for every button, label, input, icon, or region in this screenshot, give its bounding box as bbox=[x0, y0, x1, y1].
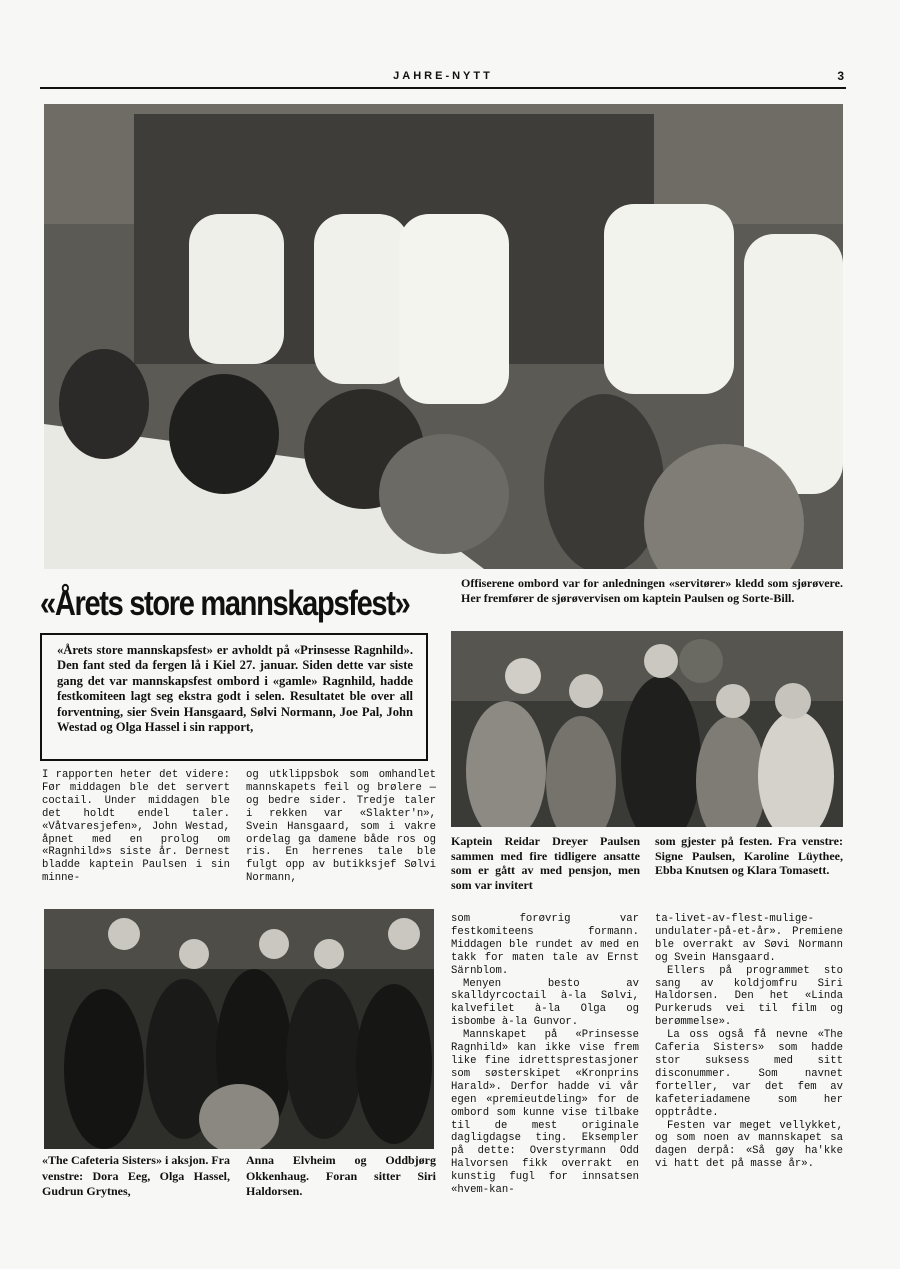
paragraph: som forøvrig var festkomiteens formann. Middagen ble rundet av med en takk for maten tale av Ernst Särnblom. bbox=[451, 913, 639, 977]
photo-right-caption-right: som gjester på festen. Fra venstre: Signe Paulsen, Karoline Lüythee, Ebba Knutsen og Klara Tomasett. bbox=[655, 834, 843, 878]
paragraph: Menyen besto av skalldyrcoctail à-la Sølvi, kalvefilet à-la Olga og isbombe à-la Gunvor. bbox=[451, 977, 639, 1029]
paragraph: I rapporten heter det videre: Før middagen ble det servert coctail. Under middagen ble det holdt endel taler. «Våtvaresjefen», John Westad, åpnet med en prolog om «Ragnhild»s siste år. Dernest bladde kaptein Paulsen i sin minne- bbox=[42, 769, 230, 885]
masthead-rule bbox=[40, 87, 846, 89]
photo-top-caption: Offiserene ombord var for anledningen «servitører» kledd som sjørøvere. Her fremfører de sjørøvervisen om kaptein Paulsen og Sorte-Bill. bbox=[461, 576, 843, 605]
paragraph: Mannskapet på «Prinsesse Ragnhild» kan ikke vise frem like fine idrettsprestasjoner som søsterskipet «Kronprins Harald». Derfor hadde vi vår egen «premieutdeling» for de ombord som kunne vise tilbake til de mest originale dagligdagse ting. Eksempler på dette: Overstyrmann Odd Halvorsen fikk overrakt en kunstig fugl for innsatsen «hvem-kan- bbox=[451, 1029, 639, 1197]
page-number: 3 bbox=[837, 69, 844, 83]
paragraph: og utklippsbok som omhandlet mannskapets feil og brølere — og bedre sider. Tredje taler i rekken var «Slakter'n», Svein Hansgaard, som i vakre ordelag ga damene både ros og ris. En herrenes tale ble fulgt opp av butikksjef Sølvi Normann, bbox=[246, 769, 436, 885]
headline: «Årets store mannskapsfest» bbox=[40, 584, 410, 623]
body-column-3 bbox=[451, 913, 639, 1197]
paragraph: Ellers på programmet sto sang av koldjomfru Siri Haldorsen. Den het «Linda Purkeruds vei til film og berømmelse». bbox=[655, 964, 843, 1029]
paragraph: ta-livet-av-flest-mulige-undulater-på-et-år». Premiene ble overrakt av Søvi Normann og Svein Hansgaard. bbox=[655, 913, 843, 964]
photo-captain-retirees bbox=[451, 631, 843, 827]
body-column-4 bbox=[655, 913, 843, 1171]
masthead bbox=[40, 70, 846, 84]
body-column-2 bbox=[246, 769, 436, 885]
photo-cafeteria-sisters bbox=[44, 909, 434, 1149]
lead-text: «Årets store mannskapsfest» er avholdt på «Prinsesse Ragnhild». Den fant sted da fergen lå i Kiel 27. januar. Siden dette var siste gang det var mannskapsfest ombord i «gamle» Ragnhild, hadde festkomiteen lagt seg ekstra godt i selen. Resultatet ble over all forventning, sier Svein Hansgaard, Sølvi Normann, Joe Pal, John Westad og Olga Hassel i sin rapport, bbox=[57, 643, 413, 735]
lead-box bbox=[40, 633, 428, 761]
paragraph: Festen var meget vellykket, og som noen av mannskapet sa dagen derpå: «Så gøy ha'kke vi hatt det på masse år». bbox=[655, 1119, 843, 1171]
photo-bottom-caption-right: Anna Elvheim og Oddbjørg Okkenhaug. Foran sitter Siri Haldorsen. bbox=[246, 1153, 436, 1198]
publication-title: JAHRE-NYTT bbox=[393, 70, 493, 82]
paragraph: La oss også få nevne «The Caferia Sisters» som hadde stor suksess med sitt disconummer. Som navnet forteller, var det fem av kafeteriadamene som her opptrådte. bbox=[655, 1029, 843, 1119]
photo-bottom-caption-left: «The Cafeteria Sisters» i aksjon. Fra venstre: Dora Eeg, Olga Hassel, Gudrun Grytnes, bbox=[42, 1153, 230, 1198]
photo-officers-pirates bbox=[44, 104, 843, 569]
photo-right-caption-left: Kaptein Reidar Dreyer Paulsen sammen med fire tidligere ansatte som er gått av med pensjon, men som var invitert bbox=[451, 834, 640, 893]
body-column-1 bbox=[42, 769, 230, 885]
